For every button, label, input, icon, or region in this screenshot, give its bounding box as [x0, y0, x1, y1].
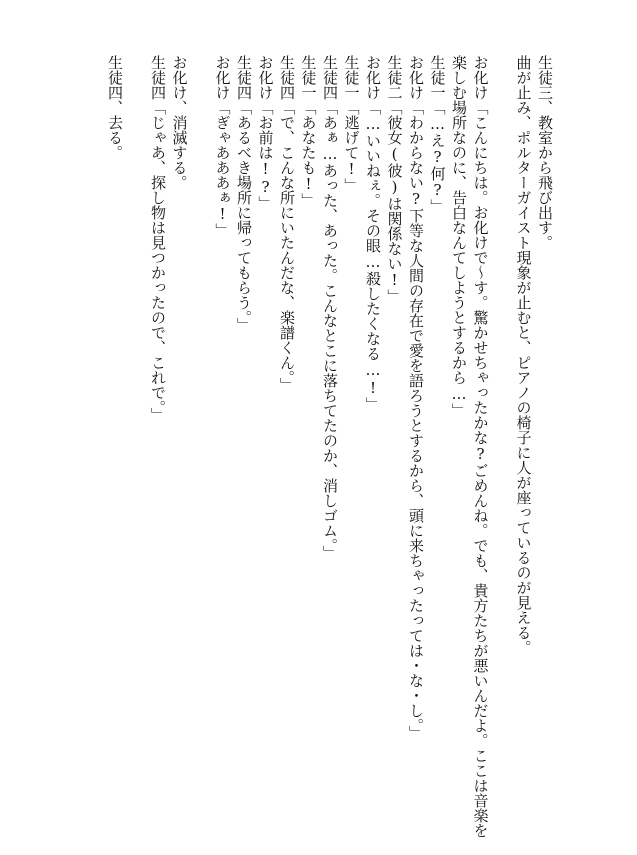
line-gap: [491, 55, 513, 825]
text-line: お化け、消滅する。: [170, 55, 189, 190]
text-line: 生徒二「彼女(彼)は関係ない!」: [385, 55, 404, 304]
script-text: [104, 55, 556, 838]
text-line: 生徒四「じゃあ、探し物は見つかったので、これで。」: [149, 55, 167, 423]
line-gap: [190, 55, 212, 825]
text-line: 生徒一「あなたも!」: [299, 55, 318, 208]
text-line: 生徒四、去る。: [106, 55, 124, 160]
text-line: お化け「こんにちは。お化けで〜す。驚かせちゃったかな?ごめんね。でも、貴方たちが悪いんだよ。ここは音楽を: [471, 55, 490, 838]
text-line: 生徒四「で、こんな所にいたんだな、楽譜くん。」: [278, 55, 296, 393]
text-line: 楽しむ場所なのに、告白なんてしようとするから…」: [450, 55, 468, 418]
text-line: 生徒四「あぁ…あった、あった。こんなとこに落ちてたのか、消しゴム。」: [321, 55, 339, 561]
text-line: 生徒四「あるべき場所に帰ってもらう。」: [235, 55, 253, 333]
text-line: お化け「ぎゃあああぁ!」: [213, 55, 232, 238]
text-line: お化け「お前は!?」: [256, 55, 275, 211]
text-line: お化け「わからない?下等な人間の存在で愛を語ろうとするから、頭に来ちゃったっては・な・し。」: [407, 55, 425, 741]
text-line: 曲が止み、ポルターガイスト現象が止むと、ピアノの椅子に人が座っているのが見える。: [514, 55, 533, 655]
text-line: 生徒三、教室から飛び出す。: [536, 55, 554, 250]
text-line: 生徒一「…え?何?」: [428, 55, 447, 214]
line-gap: [125, 55, 147, 825]
text-line: お化け「…いいねぇ。その眼…殺したくなる…!」: [364, 55, 382, 412]
text-line: 生徒一「逃げて!」: [342, 55, 361, 193]
